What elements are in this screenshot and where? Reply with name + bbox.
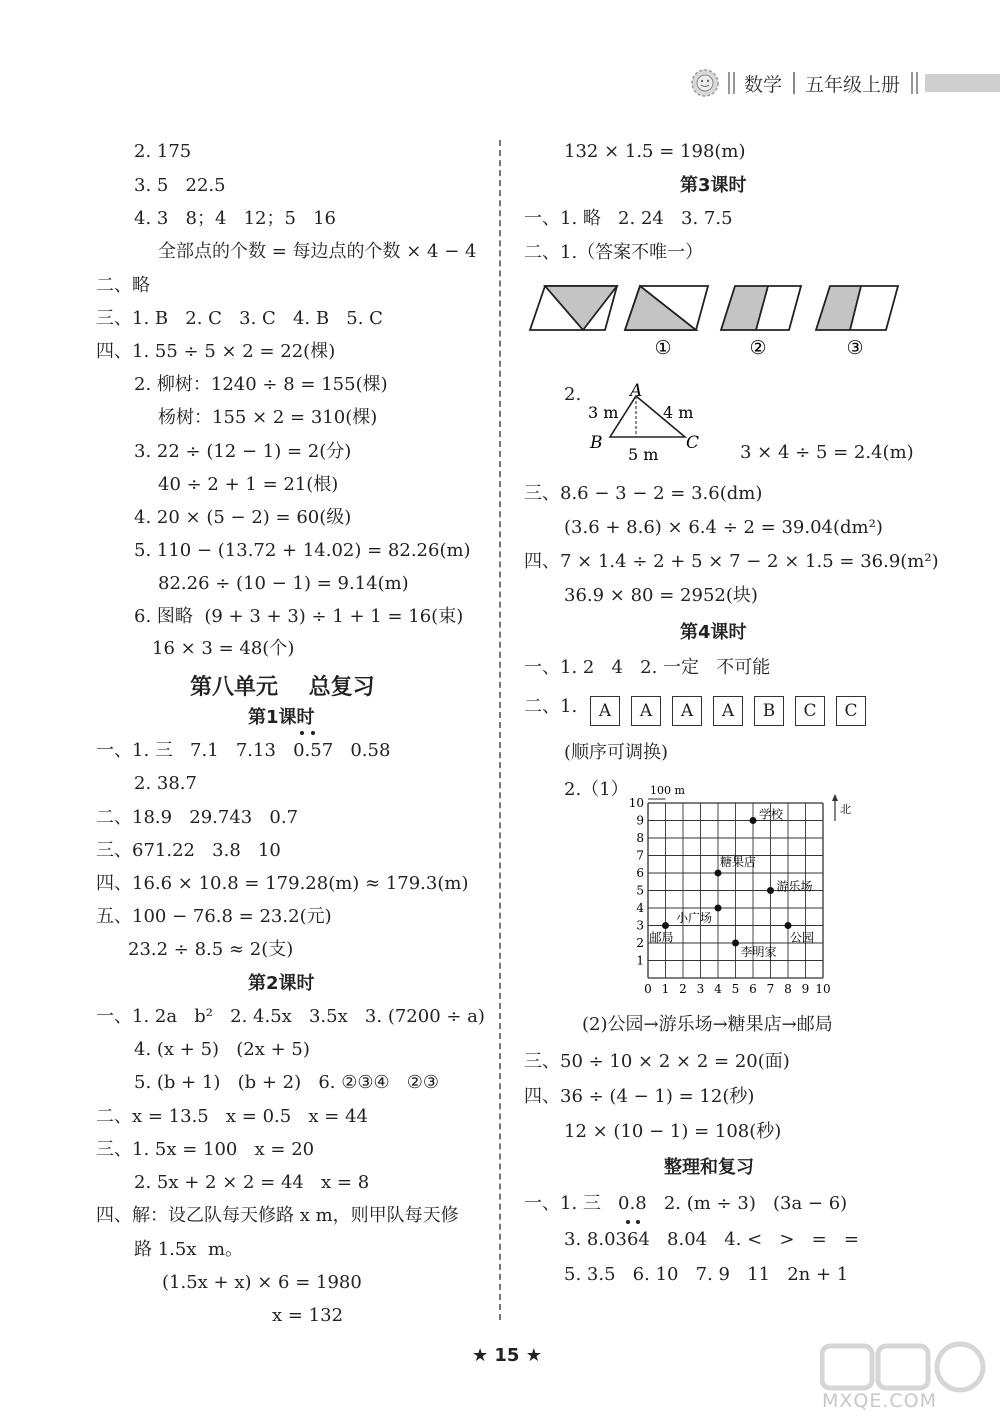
answer-line: 36.9 × 80 = 2952(块): [564, 585, 758, 606]
answer-line: 40 ÷ 2 + 1 = 21(根): [158, 474, 339, 495]
shape-label: ①: [654, 337, 672, 359]
answer-line: 四、7 × 1.4 ÷ 2 + 5 × 7 − 2 × 1.5 = 36.9(m²): [524, 551, 939, 572]
header-grade: 五年级上册: [805, 74, 901, 96]
place-label: 邮局: [649, 930, 674, 945]
place-point: [732, 940, 739, 947]
answer-line: 三、1. B 2. C 3. C 4. B 5. C: [96, 308, 383, 329]
x-tick-label: 6: [749, 982, 757, 996]
letter-card: A: [631, 696, 661, 726]
page-number: ★ 15 ★: [472, 1345, 542, 1366]
answer-line: 12 × (10 − 1) = 108(秒): [564, 1121, 782, 1142]
lesson-heading: 第3课时: [680, 175, 747, 196]
answer-line: 5. 3.5 6. 10 7. 9 11 2n + 1: [564, 1264, 849, 1285]
header-separator: [793, 72, 795, 94]
place-label: 李明家: [740, 945, 777, 959]
vertex-label: C: [686, 433, 700, 453]
answer-line: 5. 110 − (13.72 + 14.02) = 82.26(m): [134, 540, 471, 561]
north-arrow-head: [832, 794, 838, 801]
side-label: 4 m: [663, 403, 694, 422]
place-point: [715, 870, 722, 877]
answer-line: 132 × 1.5 = 198(m): [564, 141, 746, 162]
answer-line: 2.（1）: [564, 779, 629, 800]
right-triangle-figure: [580, 382, 710, 464]
repeat-dot: [636, 1220, 640, 1224]
answer-line: 杨树：155 × 2 = 310(棵): [158, 407, 378, 428]
place-label: 学校: [759, 807, 784, 822]
place-label: 游乐场: [776, 879, 813, 894]
answer-line: 五、100 − 76.8 = 23.2(元): [96, 906, 332, 927]
x-tick-label: 7: [766, 982, 775, 996]
lesson-heading: 第2课时: [248, 973, 315, 994]
y-tick-label: 7: [636, 848, 644, 863]
answer-line: 一、1. 略 2. 24 3. 7.5: [524, 208, 733, 229]
answer-line: 四、解：设乙队每天修路 x m，则甲队每天修: [96, 1205, 459, 1226]
parallelogram-4: [816, 286, 898, 330]
column-divider: [499, 140, 501, 1320]
y-tick-label: 8: [636, 831, 644, 845]
answer-line: 3. 5 22.5: [134, 175, 226, 196]
answer-line: 2. 175: [134, 141, 192, 162]
y-tick-label: 9: [636, 813, 644, 828]
location-map: [620, 778, 860, 1008]
answer-line: 一、1. 三 0.8 2. (m ÷ 3) (3a − 6): [524, 1193, 848, 1214]
x-tick-label: 3: [696, 982, 705, 996]
shape-label: ②: [749, 337, 767, 359]
answer-line: 2. 38.7: [134, 773, 197, 794]
x-tick-label: 2: [679, 982, 687, 996]
vertex-label: B: [590, 433, 603, 453]
watermark-text: MXQE.COM: [822, 1390, 938, 1412]
place-label: 糖果店: [720, 855, 757, 869]
answer-line: 二、1.（答案不唯一）: [524, 242, 704, 263]
shape-label: ③: [846, 337, 864, 359]
lesson-heading: 第4课时: [680, 622, 747, 643]
y-tick-label: 3: [636, 918, 644, 933]
vertex-label: A: [630, 382, 643, 401]
x-tick-label: 0: [644, 982, 652, 996]
answer-line: 23.2 ÷ 8.5 ≈ 2(支): [128, 939, 294, 960]
y-tick-label: 6: [636, 866, 644, 880]
answer-line: (顺序可调换): [564, 742, 669, 763]
answer-line: (1.5x + x) × 6 = 1980: [162, 1272, 362, 1293]
answer-line: 二、略: [96, 275, 150, 296]
parallelogram-figures: [525, 282, 910, 362]
letter-card: B: [754, 696, 784, 726]
answer-line: 一、1. 2 4 2. 一定 不可能: [524, 657, 771, 678]
answer-line: 3. 22 ÷ (12 − 1) = 2(分): [134, 441, 352, 462]
letter-card: C: [836, 696, 866, 726]
answer-line: 2. 5x + 2 × 2 = 44 x = 8: [134, 1172, 370, 1193]
north-label: 北: [840, 803, 851, 816]
x-tick-label: 4: [714, 982, 722, 996]
answer-line: 2.: [564, 384, 582, 405]
place-point: [785, 922, 792, 929]
place-point: [662, 922, 669, 929]
place-point: [767, 887, 774, 894]
header-subject: 数学: [744, 74, 783, 96]
answer-line: 四、1. 55 ÷ 5 × 2 = 22(棵): [96, 341, 336, 362]
y-tick-label: 5: [636, 883, 644, 898]
answer-line: 三、671.22 3.8 10: [96, 840, 281, 861]
parallelogram-2: [625, 286, 708, 330]
answer-line: 2. 柳树：1240 ÷ 8 = 155(棵): [134, 374, 388, 395]
section-heading: 整理和复习: [664, 1157, 754, 1178]
answer-line: 二、x = 13.5 x = 0.5 x = 44: [96, 1106, 368, 1127]
answer-line: 路 1.5x m。: [134, 1239, 244, 1260]
answer-line: 3. 8.0364 8.04 4. < > = =: [564, 1229, 860, 1250]
side-label: 3 m: [588, 403, 619, 422]
y-tick-label: 4: [636, 901, 644, 915]
letter-cards: [590, 696, 877, 726]
answer-line: 一、1. 三 7.1 7.13 0.57 0.58: [96, 740, 391, 761]
answer-line: 四、16.6 × 10.8 = 179.28(m) ≈ 179.3(m): [96, 873, 469, 894]
answer-line: 一、1. 2a b² 2. 4.5x 3.5x 3. (7200 ÷ a): [96, 1006, 485, 1027]
sun-logo-icon: [688, 66, 722, 100]
answer-line: 6. 图略 (9 + 3 + 3) ÷ 1 + 1 = 16(束): [134, 606, 464, 627]
scale-label: 100 m: [650, 784, 685, 797]
x-tick-label: 10: [815, 982, 831, 996]
x-tick-label: 8: [784, 982, 792, 996]
answer-line: 三、50 ÷ 10 × 2 × 2 = 20(面): [524, 1051, 790, 1072]
repeat-dot: [311, 731, 315, 735]
answer-line: 二、1.: [524, 696, 578, 717]
answer-line: 5. (b + 1) (b + 2) 6. ②③④ ②③: [134, 1072, 440, 1093]
repeat-dot: [300, 731, 304, 735]
y-tick-label: 2: [636, 936, 644, 950]
y-tick-label: 1: [636, 953, 644, 968]
x-tick-label: 9: [801, 982, 810, 996]
answer-line: (2)公园→游乐场→糖果店→邮局: [582, 1014, 833, 1035]
y-tick-label: 10: [628, 796, 644, 810]
letter-card: A: [672, 696, 702, 726]
place-label: 小广场: [675, 911, 712, 925]
answer-line: 3 × 4 ÷ 5 = 2.4(m): [740, 442, 914, 463]
repeat-dot: [626, 1220, 630, 1224]
place-point: [715, 905, 722, 912]
lesson-heading: 第1课时: [248, 707, 315, 728]
side-label: 5 m: [628, 445, 659, 464]
answer-line: x = 132: [272, 1305, 344, 1326]
letter-card: C: [795, 696, 825, 726]
parallelogram-3: [721, 286, 801, 330]
place-point: [750, 817, 757, 824]
letter-card: A: [713, 696, 743, 726]
answer-line: 4. 20 × (5 − 2) = 60(级): [134, 507, 352, 528]
answer-line: (3.6 + 8.6) × 6.4 ÷ 2 = 39.04(dm²): [564, 517, 883, 538]
header-bars: [911, 72, 921, 94]
answer-line: 82.26 ÷ (10 − 1) = 9.14(m): [158, 573, 409, 594]
header-bars: [728, 72, 738, 94]
place-label: 公园: [790, 930, 815, 945]
page-header: [680, 62, 1000, 102]
x-tick-label: 5: [731, 982, 740, 996]
answer-line: 4. 3 8；4 12；5 16: [134, 208, 337, 229]
answer-line: 16 × 3 = 48(个): [152, 638, 295, 659]
answer-line: 全部点的个数 = 每边点的个数 × 4 − 4: [158, 241, 477, 262]
header-bar: [925, 74, 1000, 92]
x-tick-label: 1: [661, 982, 670, 996]
answer-line: 四、36 ÷ (4 − 1) = 12(秒): [524, 1086, 755, 1107]
answer-line: 三、8.6 − 3 − 2 = 3.6(dm): [524, 483, 763, 504]
letter-card: A: [590, 696, 620, 726]
unit-title: 第八单元 总复习: [190, 675, 375, 700]
answer-line: 三、1. 5x = 100 x = 20: [96, 1139, 315, 1160]
answer-line: 二、18.9 29.743 0.7: [96, 807, 299, 828]
answer-line: 4. (x + 5) (2x + 5): [134, 1039, 310, 1060]
parallelogram-1: [530, 286, 617, 330]
